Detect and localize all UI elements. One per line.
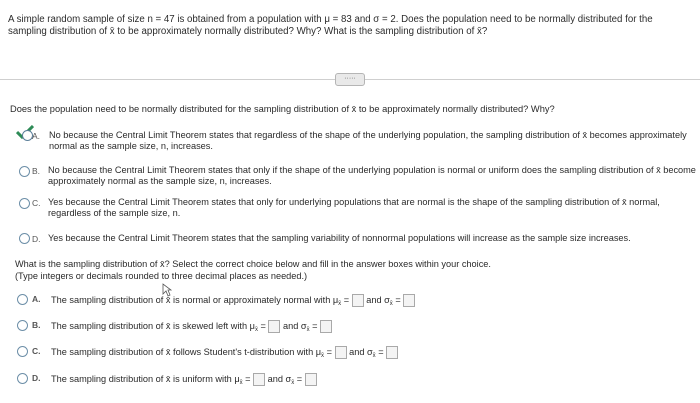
part1-option-a[interactable]: No because the Central Limit Theorem states that regardless of the shape of the underlying population, the sampling distribution of x̄ becomes approximately normal as the sample size, n, increases. [49, 130, 687, 151]
sd-input[interactable] [403, 294, 415, 307]
radio-part2-a[interactable] [17, 294, 28, 305]
radio-part2-c[interactable] [17, 346, 28, 357]
part1-option-d[interactable]: Yes because the Central Limit Theorem states that the sampling variability of nonnormal populations will increase as the sample size increases. [48, 233, 631, 243]
option-letter: A. [32, 131, 41, 141]
part1-prompt: Does the population need to be normally distributed for the sampling distribution of x̄ to be approximately normally distributed? Why? [10, 104, 555, 114]
mean-input[interactable] [352, 294, 364, 307]
option-text: The sampling distribution of x̄ is normal or approximately normal with μ [51, 294, 339, 305]
radio-part1-b[interactable] [19, 166, 30, 177]
part2-option-a[interactable]: The sampling distribution of x̄ is normal or approximately normal with $\mu_{x̄}$ = and $\sigma_{x̄}$ = [51, 294, 415, 307]
option-letter: A. [32, 294, 41, 304]
part2-option-c[interactable]: The sampling distribution of x̄ follows Student's t-distribution with $\mu_{x̄}$ = and $\sigma_{x̄}$ = [51, 346, 398, 359]
radio-part2-d[interactable] [17, 373, 28, 384]
radio-part1-c[interactable] [19, 198, 30, 209]
more-button[interactable]: ····· [335, 73, 365, 86]
option-letter: D. [32, 373, 41, 383]
radio-part2-b[interactable] [17, 320, 28, 331]
mean-input[interactable] [253, 373, 265, 386]
question-text [8, 14, 698, 38]
mean-input[interactable] [268, 320, 280, 333]
part2-prompt-2: (Type integers or decimals rounded to three decimal places as needed.) [15, 271, 308, 281]
mean-input[interactable] [335, 346, 347, 359]
option-text: The sampling distribution of x̄ follows Student's t-distribution with μ [51, 346, 322, 357]
part1-option-c[interactable]: Yes because the Central Limit Theorem states that only for underlying populations that are normal is the shape of the sampling distribution of x̄ normal, regardless of the sample size, n. [48, 197, 660, 218]
question-line-1: A simple random sample of size n = 47 is obtained from a population with μ = 83 and σ = 2. Does the population need to be normally distributed for the [8, 14, 653, 25]
option-letter: B. [32, 320, 41, 330]
sd-input[interactable] [305, 373, 317, 386]
sd-input[interactable] [320, 320, 332, 333]
part2-option-d[interactable]: The sampling distribution of x̄ is uniform with $\mu_{x̄}$ = and $\sigma_{x̄}$ = [51, 373, 317, 386]
option-letter: B. [32, 166, 41, 176]
radio-part1-d[interactable] [19, 233, 30, 244]
option-letter: C. [32, 198, 41, 208]
part1-option-b[interactable]: No because the Central Limit Theorem states that only if the shape of the underlying population is normal or uniform does the sampling distribution of x̄ become approximately normal as the sample size, n, increases. [48, 165, 696, 186]
option-text: The sampling distribution of x̄ is skewed left with μ [51, 320, 255, 331]
part2-option-b[interactable]: The sampling distribution of x̄ is skewed left with $\mu_{x̄}$ = and $\sigma_{x̄}$ = [51, 320, 332, 333]
question-line-2: sampling distribution of x̄ to be approximately normally distributed? Why? What is the sampling distribution of x̄? [8, 26, 488, 37]
option-letter: C. [32, 346, 41, 356]
option-text: The sampling distribution of x̄ is uniform with μ [51, 373, 240, 384]
part2-prompt-1: What is the sampling distribution of x̄? Select the correct choice below and fill in the answer boxes within your choice. [15, 259, 491, 269]
sd-input[interactable] [386, 346, 398, 359]
option-letter: D. [32, 234, 41, 244]
